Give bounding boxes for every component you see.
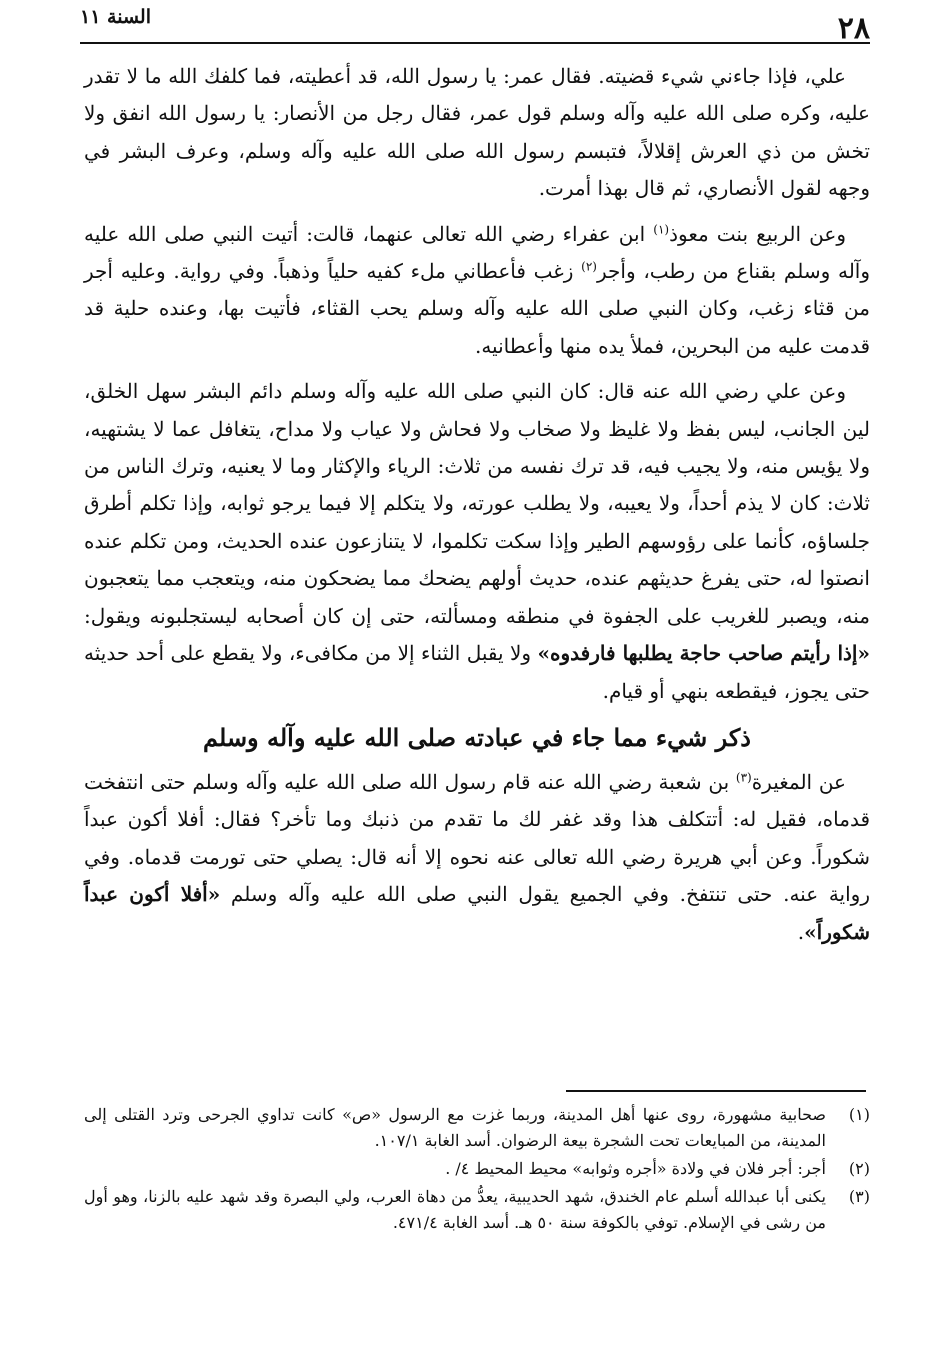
running-head: السنة ١١ — [80, 6, 151, 28]
text-run: وعن علي رضي الله عنه قال: كان النبي صلى الله عليه وآله وسلم دائم البشر سهل الخلق، لين الجانب، ليس بفظ ولا غليظ ولا صخاب ولا فحاش ولا عياب ولا مداح، يتغافل عما لا يشتهيه، ولا يؤيس منه، ولا يجيب فيه، قد ترك نفسه من ثلاث: الرياء والإكثار وما لا يعنيه، وترك الناس من ثلاث: كان لا يذم أحداً، ولا يعيبه، ولا يطلب عورته، ولا يتكلم إلا فيما يرجو ثوابه، وإذا تكلم أطرق جلساؤه، كأنما على رؤوسهم الطير وإذا سكت تكلموا، لا يتنازعون عنده الحديث، ومن تكلم عنده انصتوا له، حتى يفرغ حديثهم عنده، حديث أولهم يضحك مما يضحكون منه، ويتعجب مما يتعجبون منه، ويصبر للغريب على الجفوة في منطقه ومسألته، حتى إن كان أصحابه ليستجلبونه ويقول: — [84, 379, 870, 628]
footnote-ref: (٢) — [581, 259, 597, 274]
footnote — [84, 1156, 870, 1182]
text-run: زغب فأعطاني ملء كفيه حلياً وذهباً. وفي رواية. وعليه أجر من قثاء زغب، وكان النبي صلى الله عليه وآله وسلم يحب القثاء، فأتيت بها، وعنده حلية قد قدمت عليه من البحرين، فملأ يده منها وأعطانيه. — [84, 259, 870, 358]
text-run: ابن عفراء رضي الله تعالى عنهما، قالت: أتيت النبي صلى الله عليه وآله وسلم بقناع من رطب، وأجر — [84, 221, 871, 284]
footnote — [84, 1184, 870, 1236]
text-run: وعن الربيع بنت معوذ — [669, 221, 846, 246]
paragraph — [84, 373, 870, 710]
footnote-text: يكنى أبا عبدالله أسلم عام الخندق، شهد الحديبية، يعدُّ من دهاة العرب، ولي البصرة وقد شهد عليه بالزنا، وهو أول من رشى في الإسلام. توفي بالكوفة سنة ٥٠ هـ. أسد الغابة ٤٧١/٤. — [84, 1187, 826, 1232]
footnote-ref: (٣) — [735, 770, 752, 785]
hadith-quote: «أفلا أكون عبداً شكوراً» — [84, 882, 870, 944]
footnote — [84, 1102, 870, 1154]
text-run: بن شعبة رضي الله عنه قام رسول الله صلى الله عليه وآله وسلم حتى انتفخت قدماه، فقيل له: أتتكلف هذا وقد غفر لك ما تقدم من ذنبك وما تأخر؟ فقال: أفلا أكون عبداً شكوراً. وعن أبي هريرة رضي الله تعالى عنه نحوه إلا أنه قال: يصلي حتى تورمت قدماه. وفي رواية عنه. حتى تنتفخ. وفي الجميع يقول النبي صلى الله عليه وآله وسلم — [84, 769, 870, 907]
page-header — [80, 6, 870, 44]
paragraph — [84, 216, 870, 366]
footnote-ref: (١) — [653, 221, 670, 236]
footnote-number: (٣) — [848, 1187, 870, 1206]
paragraph — [84, 764, 870, 951]
text-run: . — [797, 919, 805, 944]
footnote-divider — [566, 1090, 866, 1092]
footnotes — [84, 1102, 870, 1238]
footnote-text: أجر: أجر فلان في ولادة «أجره وثوابه» محيط المحيط ٤/ . — [445, 1159, 826, 1178]
text-run: ولا يقبل الثناء إلا من مكافىء، ولا يقطع على أحد حديثه حتى يجوز، فيقطعه بنهي أو قيام. — [84, 641, 870, 703]
paragraph: علي، فإذا جاءني شيء قضيته. فقال عمر: يا رسول الله، قد أعطيته، فما كلفك الله ما لا تقدر عليه، وكره صلى الله عليه وآله وسلم قول عمر، فقال رجل من الأنصار: يا رسول الله انفق ولا تخش من ذي العرش إقلالاً، فتبسم رسول الله صلى الله عليه وآله وسلم، وعرف البشر في وجهه لقول الأنصاري، ثم قال بهذا أمرت. — [84, 64, 870, 201]
footnote-number: (٢) — [848, 1159, 870, 1178]
section-title: ذكر شيء مما جاء في عبادته صلى الله عليه وآله وسلم — [203, 722, 751, 752]
footnote-text: صحابية مشهورة، روى عنها أهل المدينة، وربما غزت مع الرسول «ص» كانت تداوي الجرحى وترد القتلى إلى المدينة، من المبايعات تحت الشجرة بيعة الرضوان. أسد الغابة ١٠٧/١. — [84, 1105, 826, 1150]
main-text — [84, 58, 870, 959]
footnote-number: (١) — [848, 1105, 870, 1124]
text-run: عن المغيرة — [751, 769, 846, 794]
hadith-quote: «إذا رأيتم صاحب حاجة يطلبها فارفدوه» — [537, 641, 870, 666]
page-number: ٢٨ — [837, 11, 870, 46]
